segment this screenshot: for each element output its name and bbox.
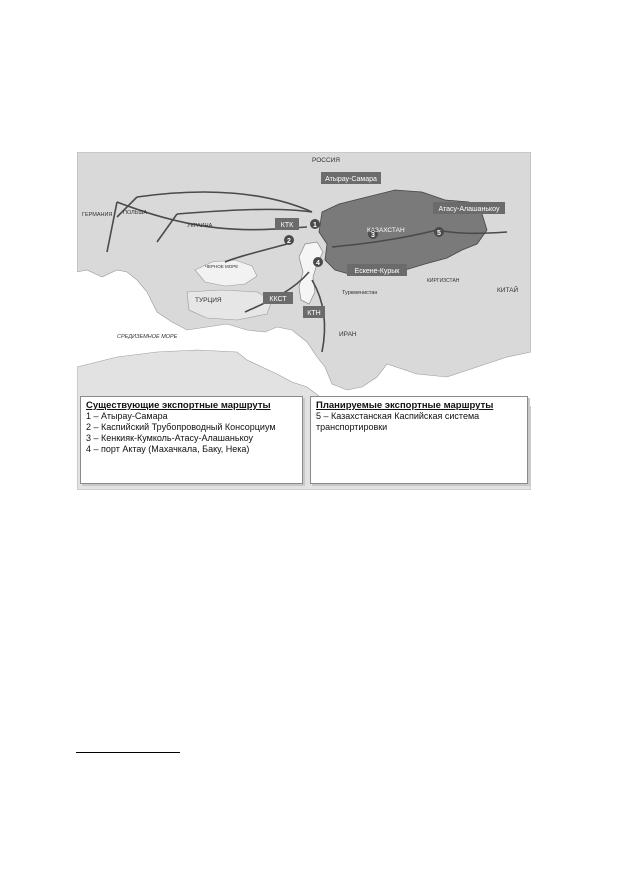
label-kyrgyzstan: КИРГИЗСТАН	[427, 278, 460, 284]
tag-eskene-label: Ескене-Курык	[354, 268, 400, 275]
legend-planned-title: Планируемые экспортные маршруты	[316, 400, 494, 411]
tag-ktk-label: КТК	[280, 222, 294, 229]
legend-existing-item: 3 – Кенкияк-Кумколь-Атасу-Алашанькоу	[86, 433, 254, 443]
label-mediterranean: СРЕДИЗЕМНОЕ МОРЕ	[117, 334, 178, 340]
legend-existing-item: 1 – Атырау-Самара	[86, 411, 168, 421]
legend-planned-item: транспортировки	[316, 422, 388, 432]
tag-kkst	[263, 292, 293, 304]
label-ukraine: УКРАИНА	[187, 223, 213, 229]
tag-ktn-label: КТН	[307, 310, 321, 317]
label-turkey: ТУРЦИЯ	[195, 297, 222, 304]
legend-existing-item: 4 – порт Актау (Махачкала, Баку, Нека)	[86, 444, 250, 454]
tag-ktn	[303, 306, 325, 318]
legend-existing-item: 2 – Каспийский Трубопроводный Консорциум	[86, 422, 276, 432]
label-black-sea: ЧЕРНОЕ МОРЕ	[205, 264, 239, 269]
legend-existing-routes	[80, 396, 303, 484]
tag-eskene	[347, 264, 407, 276]
tag-atasu	[433, 202, 505, 214]
label-turkmenistan: Туркменистан	[342, 290, 378, 296]
marker-3: 3	[371, 232, 375, 239]
label-kazakhstan: КАЗАХСТАН	[367, 227, 405, 234]
label-china: КИТАЙ	[497, 287, 519, 294]
label-russia: РОССИЯ	[312, 157, 341, 164]
footnote-separator	[76, 752, 180, 753]
tag-kkst-label: ККСТ	[269, 296, 287, 303]
legend-planned-routes	[310, 396, 528, 484]
marker-2: 2	[287, 238, 291, 245]
tag-atyrau-samara	[321, 172, 381, 184]
label-germany: ГЕРМАНИЯ	[82, 212, 113, 218]
label-poland: ПОЛЬША	[123, 210, 148, 216]
marker-5: 5	[437, 230, 441, 237]
marker-1: 1	[313, 222, 317, 229]
legend-existing-title: Существующие экспортные маршруты	[86, 400, 271, 411]
legend-planned-item: 5 – Казахстанская Каспийская система	[316, 411, 480, 421]
marker-4: 4	[316, 260, 320, 267]
label-iran: ИРАН	[339, 331, 357, 338]
tag-ktk	[275, 218, 299, 230]
tag-atyrau-samara-label: Атырау-Самара	[325, 176, 377, 183]
tag-atasu-label: Атасу-Алашанькоу	[438, 206, 500, 213]
